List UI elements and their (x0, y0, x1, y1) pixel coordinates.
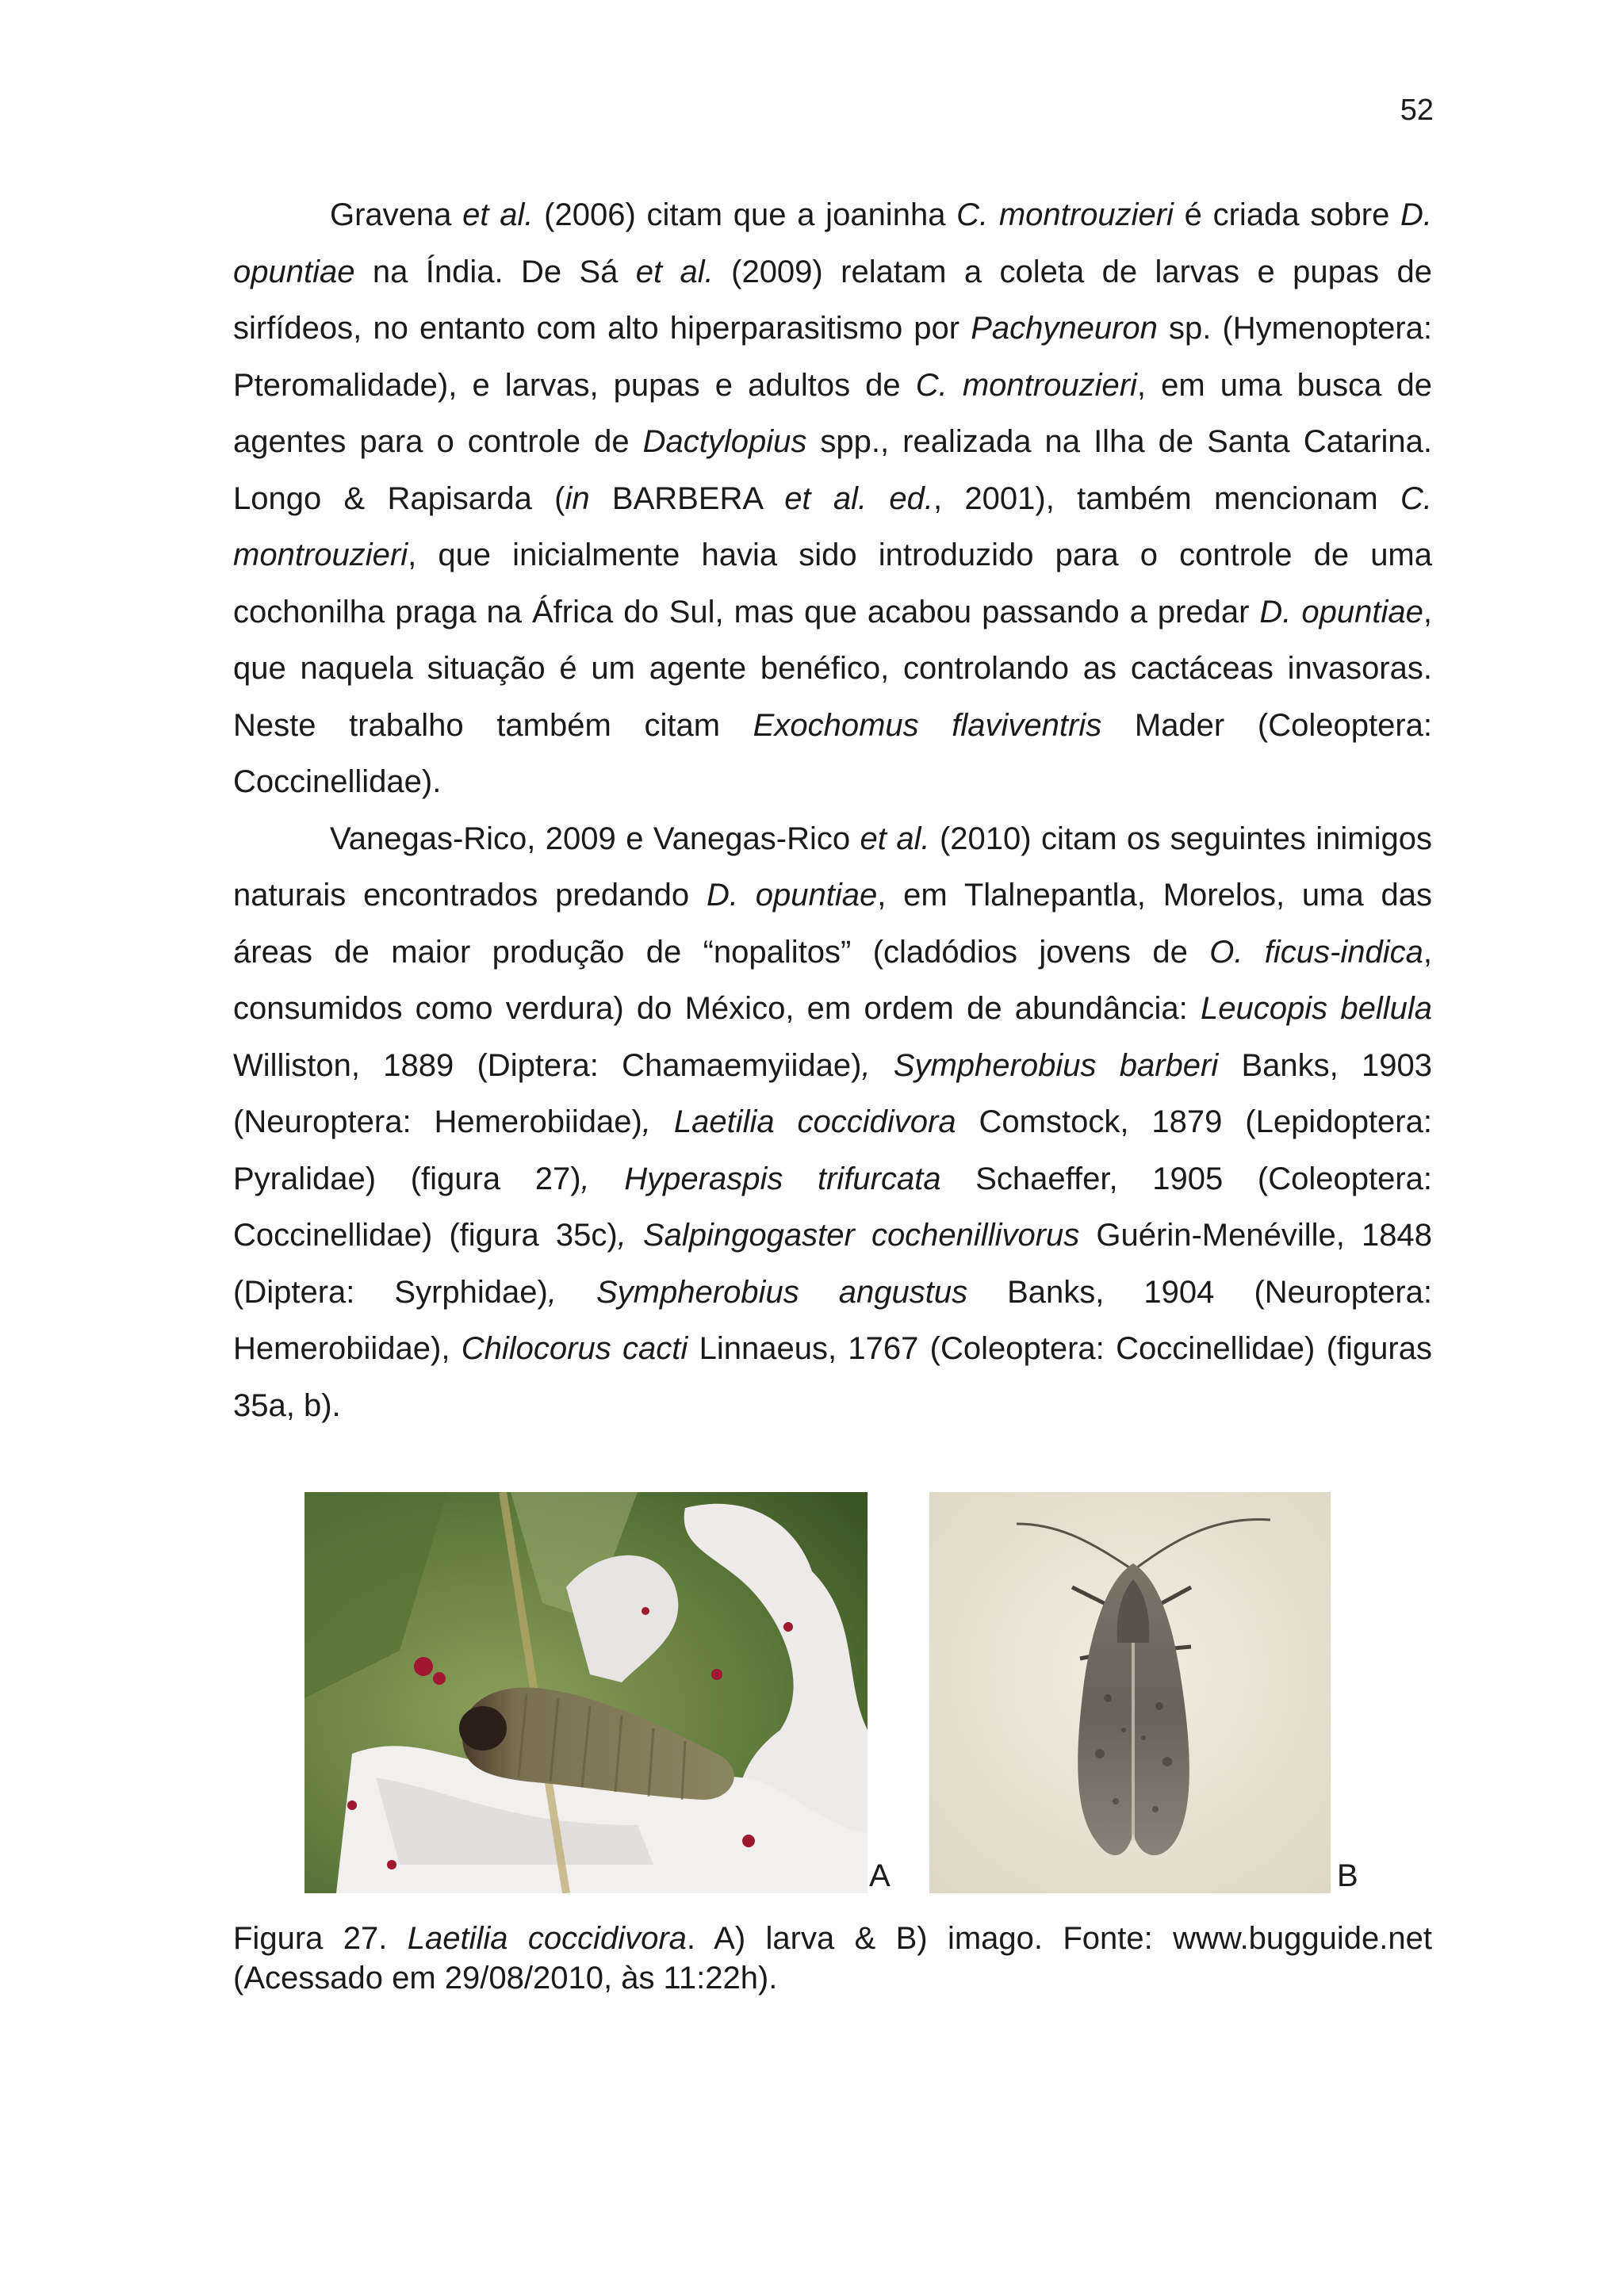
text-run: , em Tlalnepantla, Morelos, uma das áreas de maior produção de “nopalitos” (cladódios jovens de (233, 878, 1433, 970)
italic-run: et al. (860, 821, 930, 856)
text-run: . A) larva & B) imago. Fonte: www.bugguide.net (Acessado em 29/08/2010, às 11:22h). (233, 1921, 1433, 1996)
italic-run: C. montrouzieri (956, 197, 1174, 232)
paragraph (233, 811, 1432, 1435)
panel-label-b: B (1337, 1858, 1358, 1893)
text-run: , que naquela situação é um agente benéfico, controlando as cactáceas invasoras. Neste trabalho também citam (233, 594, 1433, 743)
italic-run: D. opuntiae (233, 197, 1433, 289)
italic-run: Leucopis bellula (1201, 991, 1432, 1026)
text-run: Mader (Coleoptera: Coccinellidae). (233, 707, 1433, 799)
italic-run: Dactylopius (642, 424, 807, 459)
italic-run: Chilocorus cacti (461, 1331, 688, 1366)
text-run: Comstock, 1879 (Lepidoptera: Pyralidae) (figura 27) (233, 1104, 1432, 1196)
figure-caption (233, 1919, 1432, 1998)
panel-label-a: A (869, 1858, 891, 1893)
text-run: (2006) citam que a joaninha (533, 197, 957, 232)
italic-run: Exochomus flaviventris (753, 707, 1102, 743)
text-run: Schaeffer, 1905 (Coleoptera: Coccinellidae) (figura 35c) (233, 1161, 1432, 1253)
text-run: , que inicialmente havia sido introduzido para o controle de uma cochonilha praga na África do Sul, mas que acabou passando a predar (233, 538, 1432, 629)
text-run: , em uma busca de agentes para o controle de (233, 367, 1432, 459)
moth-photo (929, 1492, 1331, 1893)
italic-run: , Sympherobius angustus (547, 1274, 968, 1310)
italic-run: D. opuntiae (1259, 594, 1423, 629)
text-run: é criada sobre (1173, 197, 1401, 232)
figure-27 (304, 1492, 1358, 1896)
page-number: 52 (1400, 94, 1434, 127)
text-run: Figura 27. (233, 1921, 408, 1956)
italic-run: O. ficus-indica (1209, 934, 1423, 970)
text-run: Gravena (330, 197, 463, 232)
italic-run: , Hyperaspis trifurcata (580, 1161, 941, 1196)
text-run: Banks, 1904 (Neuroptera: Hemerobiidae), (233, 1274, 1432, 1366)
body-text (233, 187, 1432, 1434)
italic-run: C. montrouzieri (233, 480, 1433, 572)
italic-run: et al. (462, 197, 534, 232)
text-run: Guérin-Menéville, 1848 (Diptera: Syrphidae) (233, 1218, 1433, 1310)
larva-photo (304, 1492, 868, 1893)
text-run: , consumidos como verdura) do México, em ordem de abundância: (233, 934, 1432, 1026)
text-run: sp. (Hymenoptera: Pteromalidade), e larvas, pupas e adultos de (233, 311, 1433, 403)
italic-run: Pachyneuron (971, 311, 1158, 346)
italic-run: , Salpingogaster cochenillivorus (617, 1218, 1080, 1253)
text-run: spp., realizada na Ilha de Santa Catarina. Longo & Rapisarda ( (233, 424, 1432, 516)
italic-run: , Laetilia coccidivora (642, 1104, 956, 1139)
italic-run: et al. (635, 254, 714, 289)
italic-run: D. opuntiae (706, 878, 878, 913)
text-run: (2010) citam os seguintes inimigos naturais encontrados predando (233, 821, 1432, 913)
italic-run: Laetilia coccidivora (407, 1921, 687, 1956)
paragraph (233, 187, 1432, 811)
italic-run: , Sympherobius barberi (861, 1047, 1219, 1083)
italic-run: et al. ed. (784, 480, 934, 516)
text-run: BARBERA (589, 480, 785, 516)
text-run: Vanegas-Rico, 2009 e Vanegas-Rico (330, 821, 860, 856)
italic-run: in (565, 480, 590, 516)
text-run: (2009) relatam a coleta de larvas e pupas de sirfídeos, no entanto com alto hiperparasitismo por (233, 254, 1433, 346)
italic-run: C. montrouzieri (915, 367, 1137, 403)
text-run: Williston, 1889 (Diptera: Chamaemyiidae) (233, 1047, 862, 1083)
text-run: na Índia. De Sá (354, 254, 636, 289)
text-run: Linnaeus, 1767 (Coleoptera: Coccinellidae) (figuras 35a, b). (233, 1331, 1432, 1423)
text-run: Banks, 1903 (Neuroptera: Hemerobiidae) (233, 1047, 1432, 1139)
text-run: , 2001), também mencionam (933, 480, 1401, 516)
